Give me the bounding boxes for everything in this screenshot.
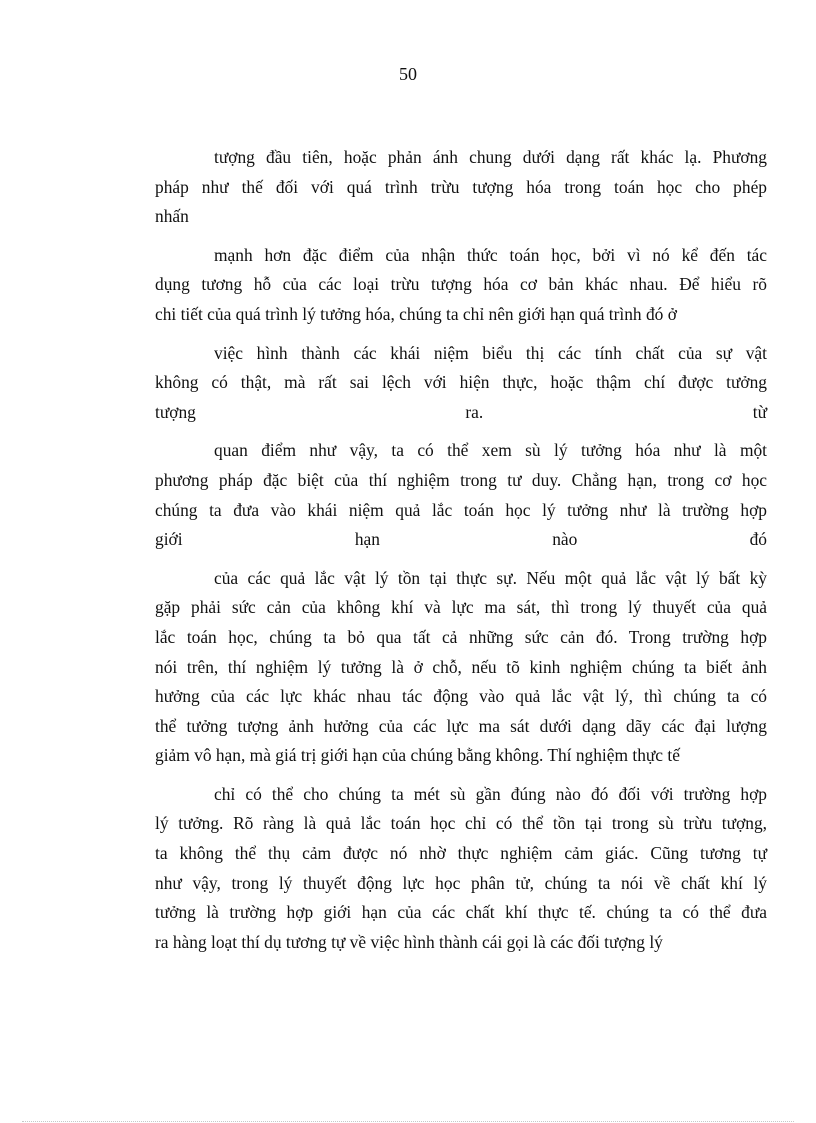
text-line: dụng tương hỗ của các loại trừu tượng hóa cơ bản khác nhau. Để hiểu rõ — [155, 274, 767, 295]
page-number: 50 — [399, 64, 417, 84]
text-line: giảm vô hạn, mà giá trị giới hạn của chúng bằng không. Thí nghiệm thực tế — [155, 745, 680, 766]
text-line: phương pháp đặc biệt của thí nghiệm trong tư duy. Chẳng hạn, trong cơ học — [155, 469, 767, 490]
text-line: việc hình thành các khái niệm biểu thị các tính chất của sự vật — [214, 342, 767, 363]
paragraph — [155, 436, 767, 554]
text-line: tượng ra. từ — [155, 401, 767, 422]
text-line: của các quả lắc vật lý tồn tại thực sự. Nếu một quả lắc vật lý bất kỳ — [214, 567, 767, 588]
text-line: gặp phải sức cản của không khí và lực ma sát, thì trong lý thuyết của quả — [155, 597, 767, 618]
text-line: tượng đầu tiên, hoặc phản ánh chung dưới dạng rất khác lạ. Phương — [214, 147, 767, 167]
text-line: chúng ta đưa vào khái niệm quả lắc toán học lý tưởng như là trường hợp — [155, 499, 767, 520]
text-line: không có thật, mà rất sai lệch với hiện thực, hoặc thậm chí được tưởng — [155, 372, 767, 393]
text-line: nói trên, thí nghiệm lý tưởng là ở chỗ, nếu tõ kinh nghiệm chúng ta biết ảnh — [155, 656, 767, 677]
text-line: như vậy, trong lý thuyết động lực học phân tử, chúng ta nói về chất khí lý — [155, 872, 767, 893]
paragraph — [155, 564, 767, 771]
text-line: chi tiết của quá trình lý tưởng hóa, chúng ta chỉ nên giới hạn quá trình đó ở — [155, 303, 677, 324]
text-line: nhấn — [155, 206, 189, 227]
page-bottom-rule — [22, 1121, 794, 1122]
text-line: tưởng là trường hợp giới hạn của các chất khí thực tế. chúng ta có thể đưa — [155, 902, 767, 923]
text-line: lý tưởng. Rõ ràng là quả lắc toán học chỉ có thể tồn tại trong sù trừu tượng, — [155, 813, 767, 834]
text-line: chỉ có thể cho chúng ta mét sù gần đúng nào đó đối với trường hợp — [214, 783, 767, 804]
text-line: hưởng của các lực khác nhau tác động vào quả lắc vật lý, thì chúng ta có — [155, 686, 767, 707]
text-line: ta không thể thụ cảm được nó nhờ thực nghiệm cảm giác. Cũng tương tự — [155, 843, 767, 864]
paragraph — [155, 241, 767, 330]
body-text — [155, 143, 767, 966]
paragraph — [155, 143, 767, 232]
paragraph — [155, 780, 767, 958]
text-line: pháp như thế đối với quá trình trừu tượng hóa trong toán học cho phép — [155, 176, 767, 197]
text-line: giới hạn nào đó — [155, 529, 767, 550]
text-line: mạnh hơn đặc điểm của nhận thức toán học, bởi vì nó kể đến tác — [214, 244, 767, 265]
text-line: quan điểm như vậy, ta có thể xem sù lý tưởng hóa như là một — [214, 440, 767, 461]
paragraph — [155, 339, 767, 428]
text-line: lắc toán học, chúng ta bỏ qua tất cả những sức cản đó. Trong trường hợp — [155, 626, 767, 647]
text-line: ra hàng loạt thí dụ tương tự về việc hình thành cái gọi là các đối tượng lý — [155, 931, 663, 952]
text-line: thể tưởng tượng ảnh hưởng của các lực ma sát dưới dạng dãy các đại lượng — [155, 715, 767, 736]
